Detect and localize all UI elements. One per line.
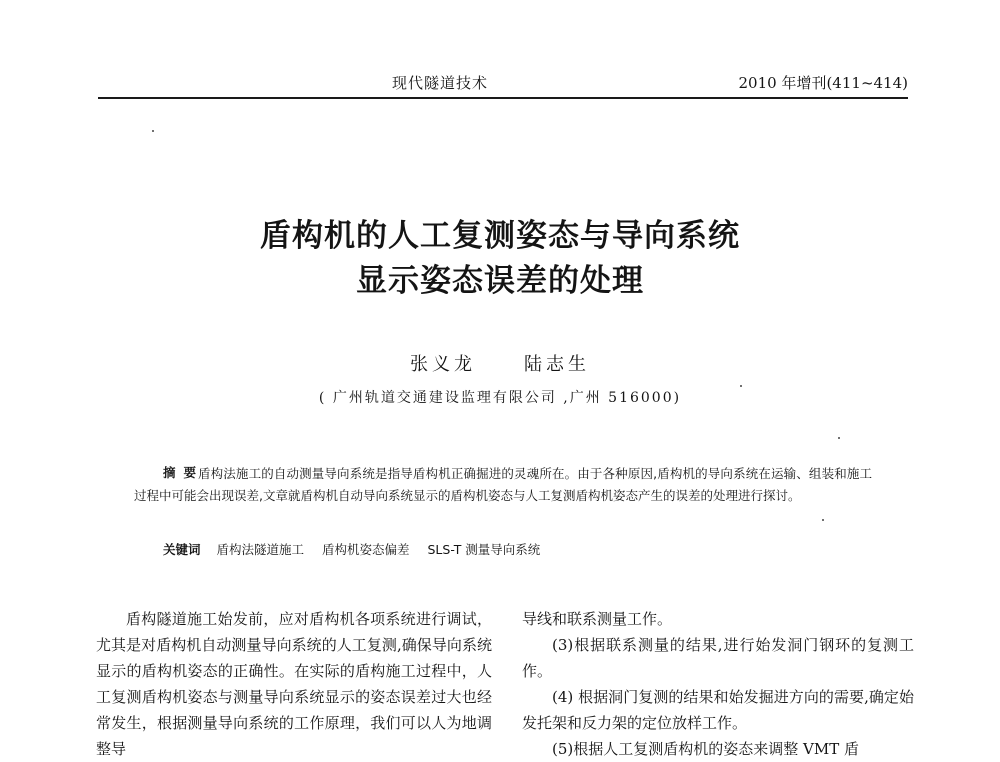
body-paragraph: 导线和联系测量工作。 xyxy=(522,610,673,628)
abstract-text: 盾构法施工的自动测量导向系统是指导盾构机正确掘进的灵魂所在。由于各种原因,盾构机的导向系统在运输、组装和施工过程中可能会出现误差,文章就盾构机自动导向系统显示的盾构机姿态与人工复测盾构机姿态产生的误差的处理进行探讨。 xyxy=(134,466,872,503)
scan-speck xyxy=(822,519,824,521)
author-2: 陆志生 xyxy=(524,354,590,375)
body-paragraph: (3)根据联系测量的结果,进行始发洞门钢环的复测工作。 xyxy=(522,636,914,680)
body-column-right xyxy=(522,606,914,762)
keywords xyxy=(163,540,863,558)
body-paragraph: (4) 根据洞门复测的结果和始发掘进方向的需要,确定始发托架和反力架的定位放样工作。 xyxy=(522,688,914,732)
header-rule xyxy=(98,97,908,99)
body-paragraph: (5)根据人工复测盾构机的姿态来调整 VMT 盾 xyxy=(552,740,859,758)
author-1: 张义龙 xyxy=(410,354,476,375)
keyword-2: 盾构机姿态偏差 xyxy=(322,542,410,557)
title-line-2: 显示姿态误差的处理 xyxy=(356,263,644,299)
body-column-left xyxy=(96,606,492,762)
journal-name: 现代隧道技术 xyxy=(392,74,489,92)
body-paragraph: 盾构隧道施工始发前，应对盾构机各项系统进行调试，尤其是对盾构机自动测量导向系统的人工复测,确保导向系统显示的盾构机姿态的正确性。在实际的盾构施工过程中，人工复测盾构机姿态与测量导向系统显示的姿态误差过大也经常发生，根据测量导向系统的工作原理，我们可以人为地调整导 xyxy=(96,610,492,758)
keyword-1: 盾构法隧道施工 xyxy=(216,542,305,557)
issue-info: 2010 年增刊(411~414) xyxy=(738,74,908,92)
affiliation: ( 广州轨道交通建设监理有限公司 ,广州 516000) xyxy=(318,390,682,406)
authors xyxy=(0,350,1000,376)
title-line-1: 盾构机的人工复测姿态与导向系统 xyxy=(260,218,740,254)
keywords-label: 关键词 xyxy=(163,542,201,557)
scan-speck xyxy=(838,437,840,439)
keyword-3: SLS-T 测量导向系统 xyxy=(427,542,541,557)
scan-speck xyxy=(740,385,742,387)
scan-speck xyxy=(152,130,154,132)
abstract-label: 摘要 xyxy=(163,465,205,480)
